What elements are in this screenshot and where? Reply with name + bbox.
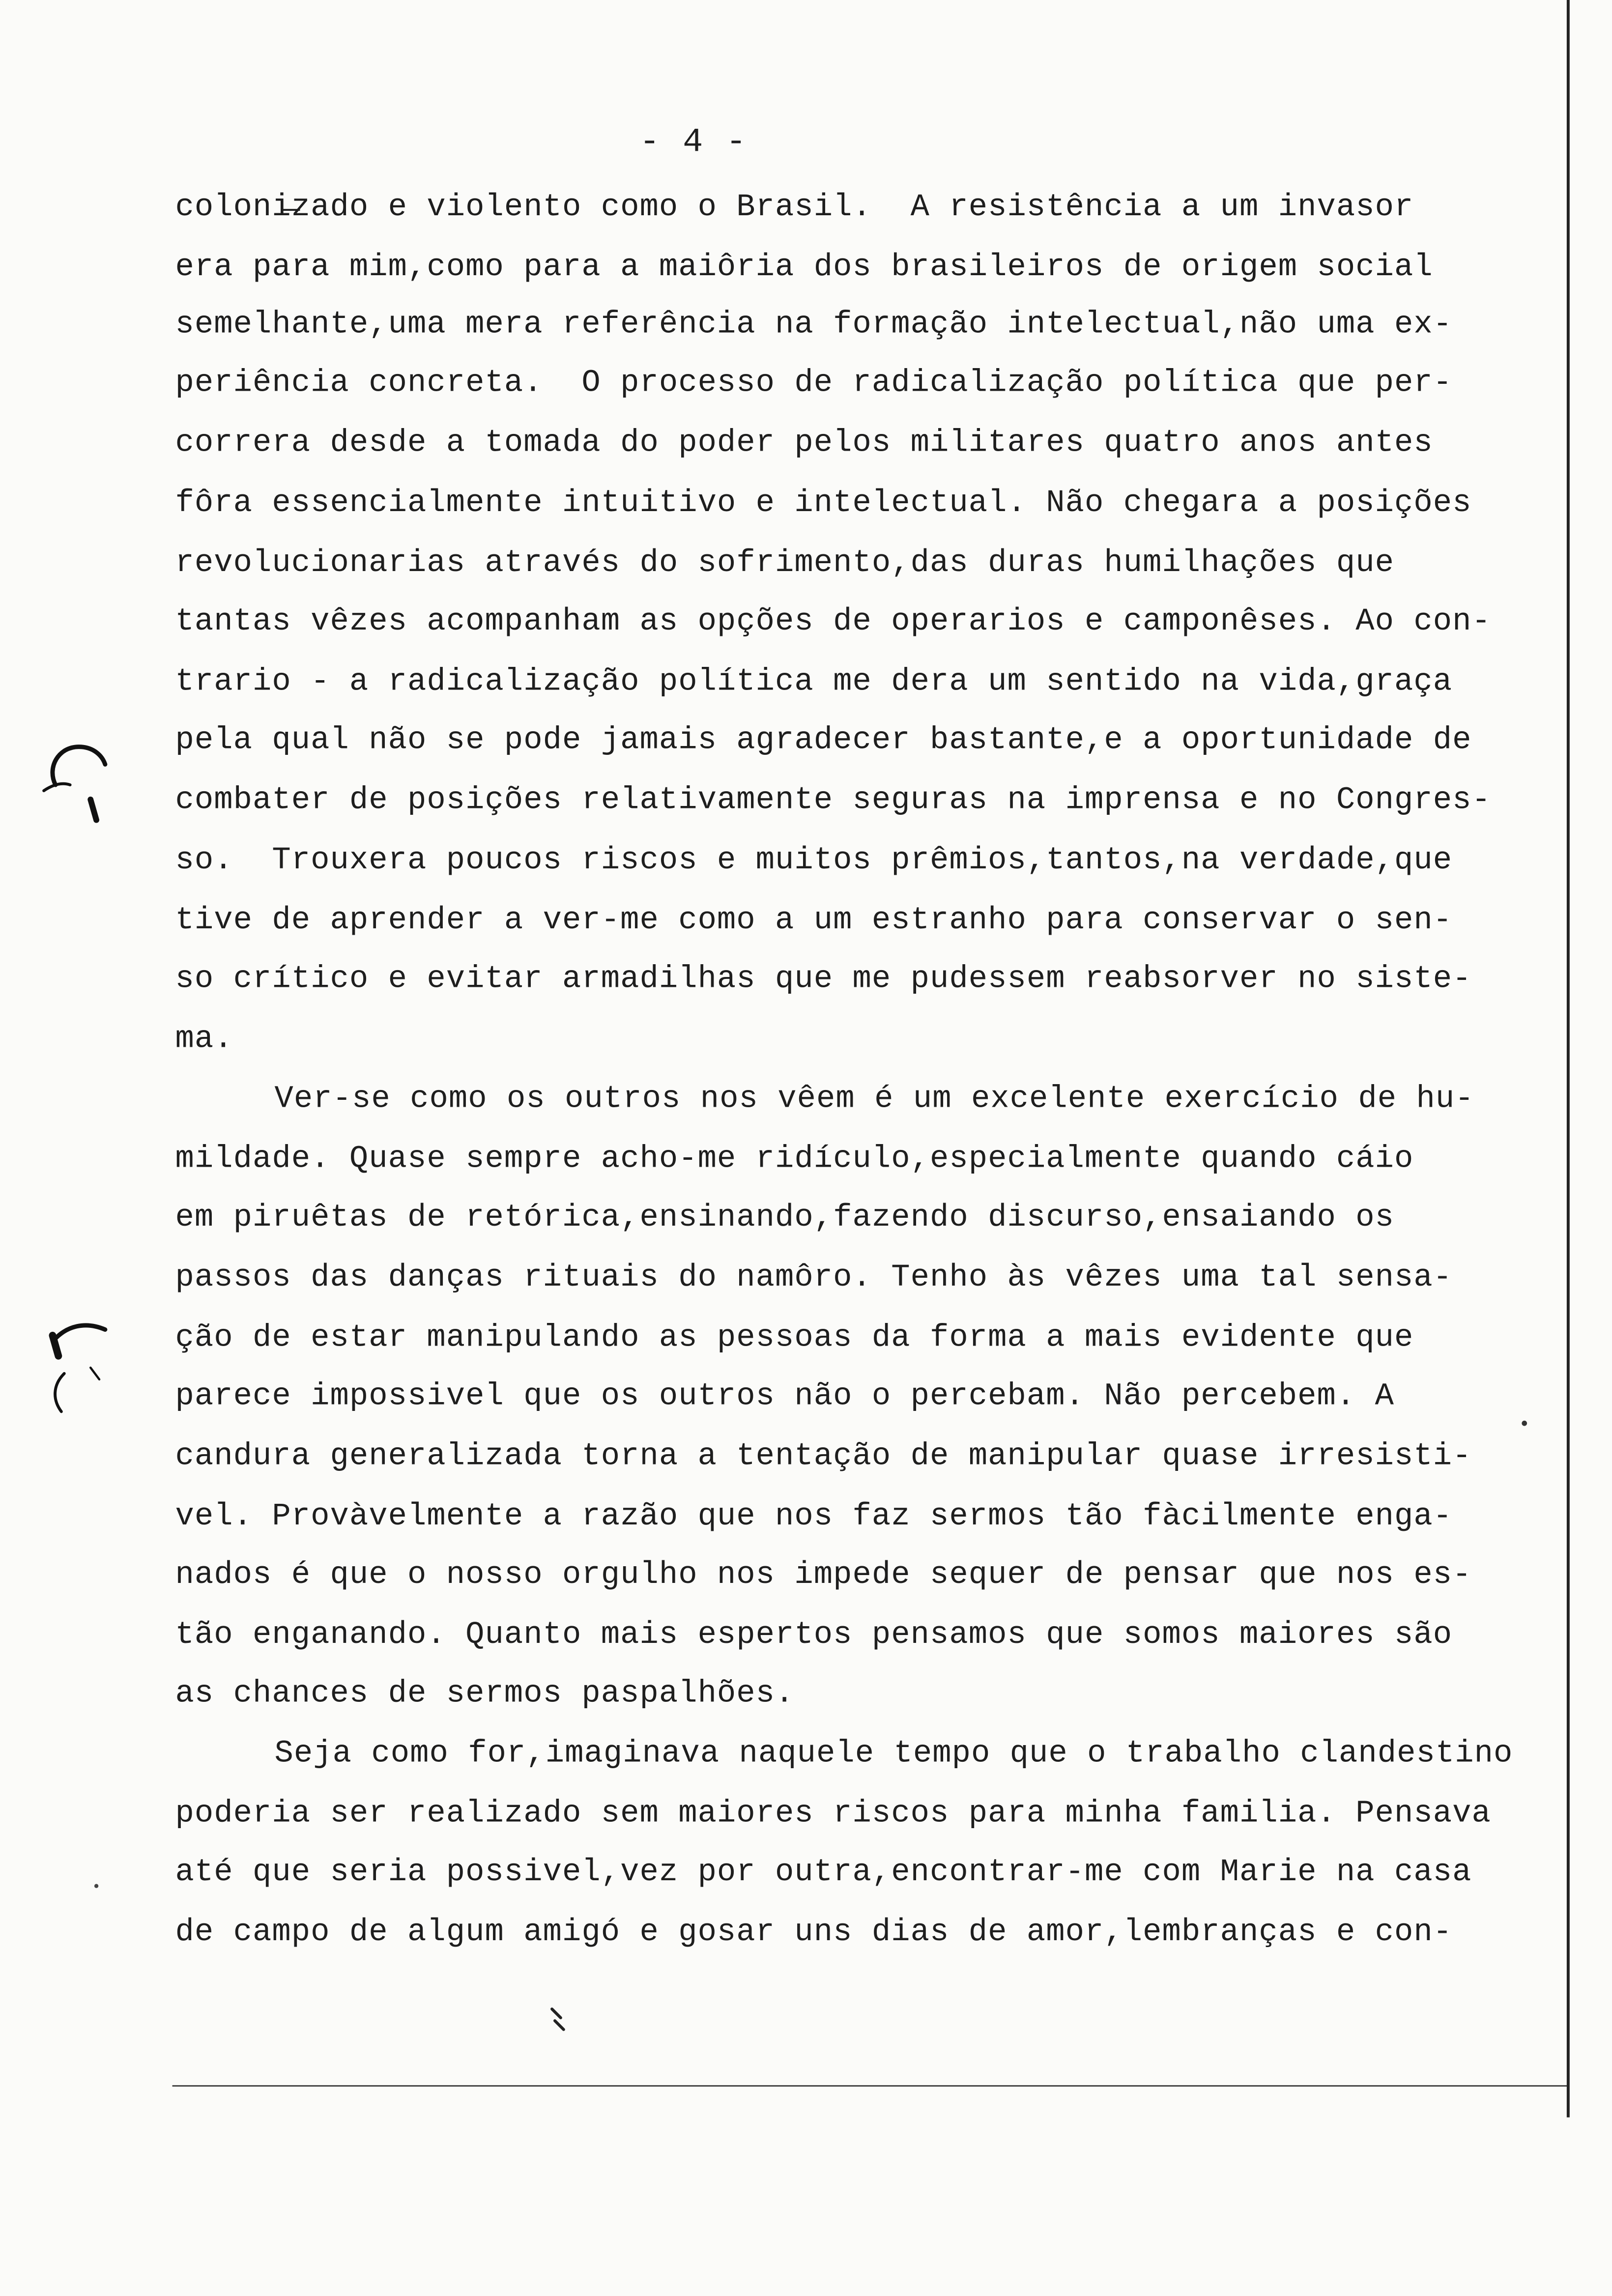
text-line: revolucionarias através do sofrimento,das duras humilhações que (175, 546, 1394, 581)
right-margin-rule (1567, 0, 1570, 2118)
handwritten-margin-mark (41, 1309, 122, 1420)
text-line: tive de aprender a ver-me como a um estranho para conservar o sen- (175, 903, 1453, 939)
text-line: ma. (175, 1022, 233, 1058)
text-line: era para mim,como para a maiôria dos brasileiros de origem social (175, 250, 1433, 286)
page-number: - 4 - (639, 123, 748, 161)
ink-dot-mark (87, 1874, 116, 1904)
text-line: combater de posições relativamente seguras na imprensa e no Congres- (175, 783, 1491, 819)
text-line: periência concreta. O processo de radicalização política que per- (175, 366, 1453, 402)
text-line: as chances de sermos paspalhões. (175, 1676, 795, 1712)
text-line: nados é que o nosso orgulho nos impede sequer de pensar que nos es- (175, 1558, 1472, 1593)
handwritten-margin-mark (35, 726, 116, 832)
text-line: tão enganando. Quanto mais espertos pensamos que somos maiores são (175, 1618, 1453, 1653)
text-line: correra desde a tomada do poder pelos militares quatro anos antes (175, 426, 1433, 461)
ink-speck-mark (543, 2003, 572, 2038)
text-line: poderia ser realizado sem maiores riscos para minha familia. Pensava (175, 1796, 1491, 1832)
text-line: ção de estar manipulando as pessoas da forma a mais evidente que (175, 1320, 1414, 1356)
text-line: trario - a radicalização política me dera um sentido na vida,graça (175, 664, 1453, 700)
ink-dot-mark (1513, 1406, 1542, 1435)
text-line: até que seria possivel,vez por outra,encontrar-me com Marie na casa (175, 1855, 1472, 1891)
text-line: parece impossivel que os outros não o percebam. Não percebem. A (175, 1379, 1394, 1415)
text-line: em piruêtas de retórica,ensinando,fazendo discurso,ensaiando os (175, 1201, 1394, 1236)
paragraph-first-line: Seja como for,imaginava naquele tempo que o trabalho clandestino (274, 1736, 1513, 1772)
text-line: candura generalizada torna a tentação de manipular quase irresisti- (175, 1439, 1472, 1475)
text-line: so crítico e evitar armadilhas que me pudessem reabsorver no siste- (175, 962, 1472, 998)
text-line: pela qual não se pode jamais agradecer bastante,e a oportunidade de (175, 723, 1472, 759)
text-line: vel. Provàvelmente a razão que nos faz sermos tão fàcilmente enga- (175, 1499, 1453, 1535)
text-line: de campo de algum amigó e gosar uns dias de amor,lembranças e con- (175, 1915, 1453, 1951)
text-line: semelhante,uma mera referência na formação intelectual,não uma ex- (175, 307, 1453, 343)
bottom-rule (173, 2085, 1568, 2087)
text-line: mildade. Quase sempre acho-me ridículo,especialmente quando cáio (175, 1142, 1414, 1177)
text-line: passos das danças rituais do namôro. Tenho às vêzes uma tal sensa- (175, 1261, 1453, 1296)
text-line: fôra essencialmente intuitivo e intelectual. Não chegara a posições (175, 486, 1472, 521)
text-line: tantas vêzes acompanham as opções de operarios e camponêses. Ao con- (175, 604, 1491, 640)
text-line: so. Trouxera poucos riscos e muitos prêmios,tantos,na verdade,que (175, 843, 1453, 879)
paragraph-first-line: Ver-se como os outros nos vêem é um excelente exercício de hu- (274, 1082, 1474, 1118)
text-line: coloni̶zado e violento como o Brasil. A resistência a um invasor (175, 190, 1414, 226)
